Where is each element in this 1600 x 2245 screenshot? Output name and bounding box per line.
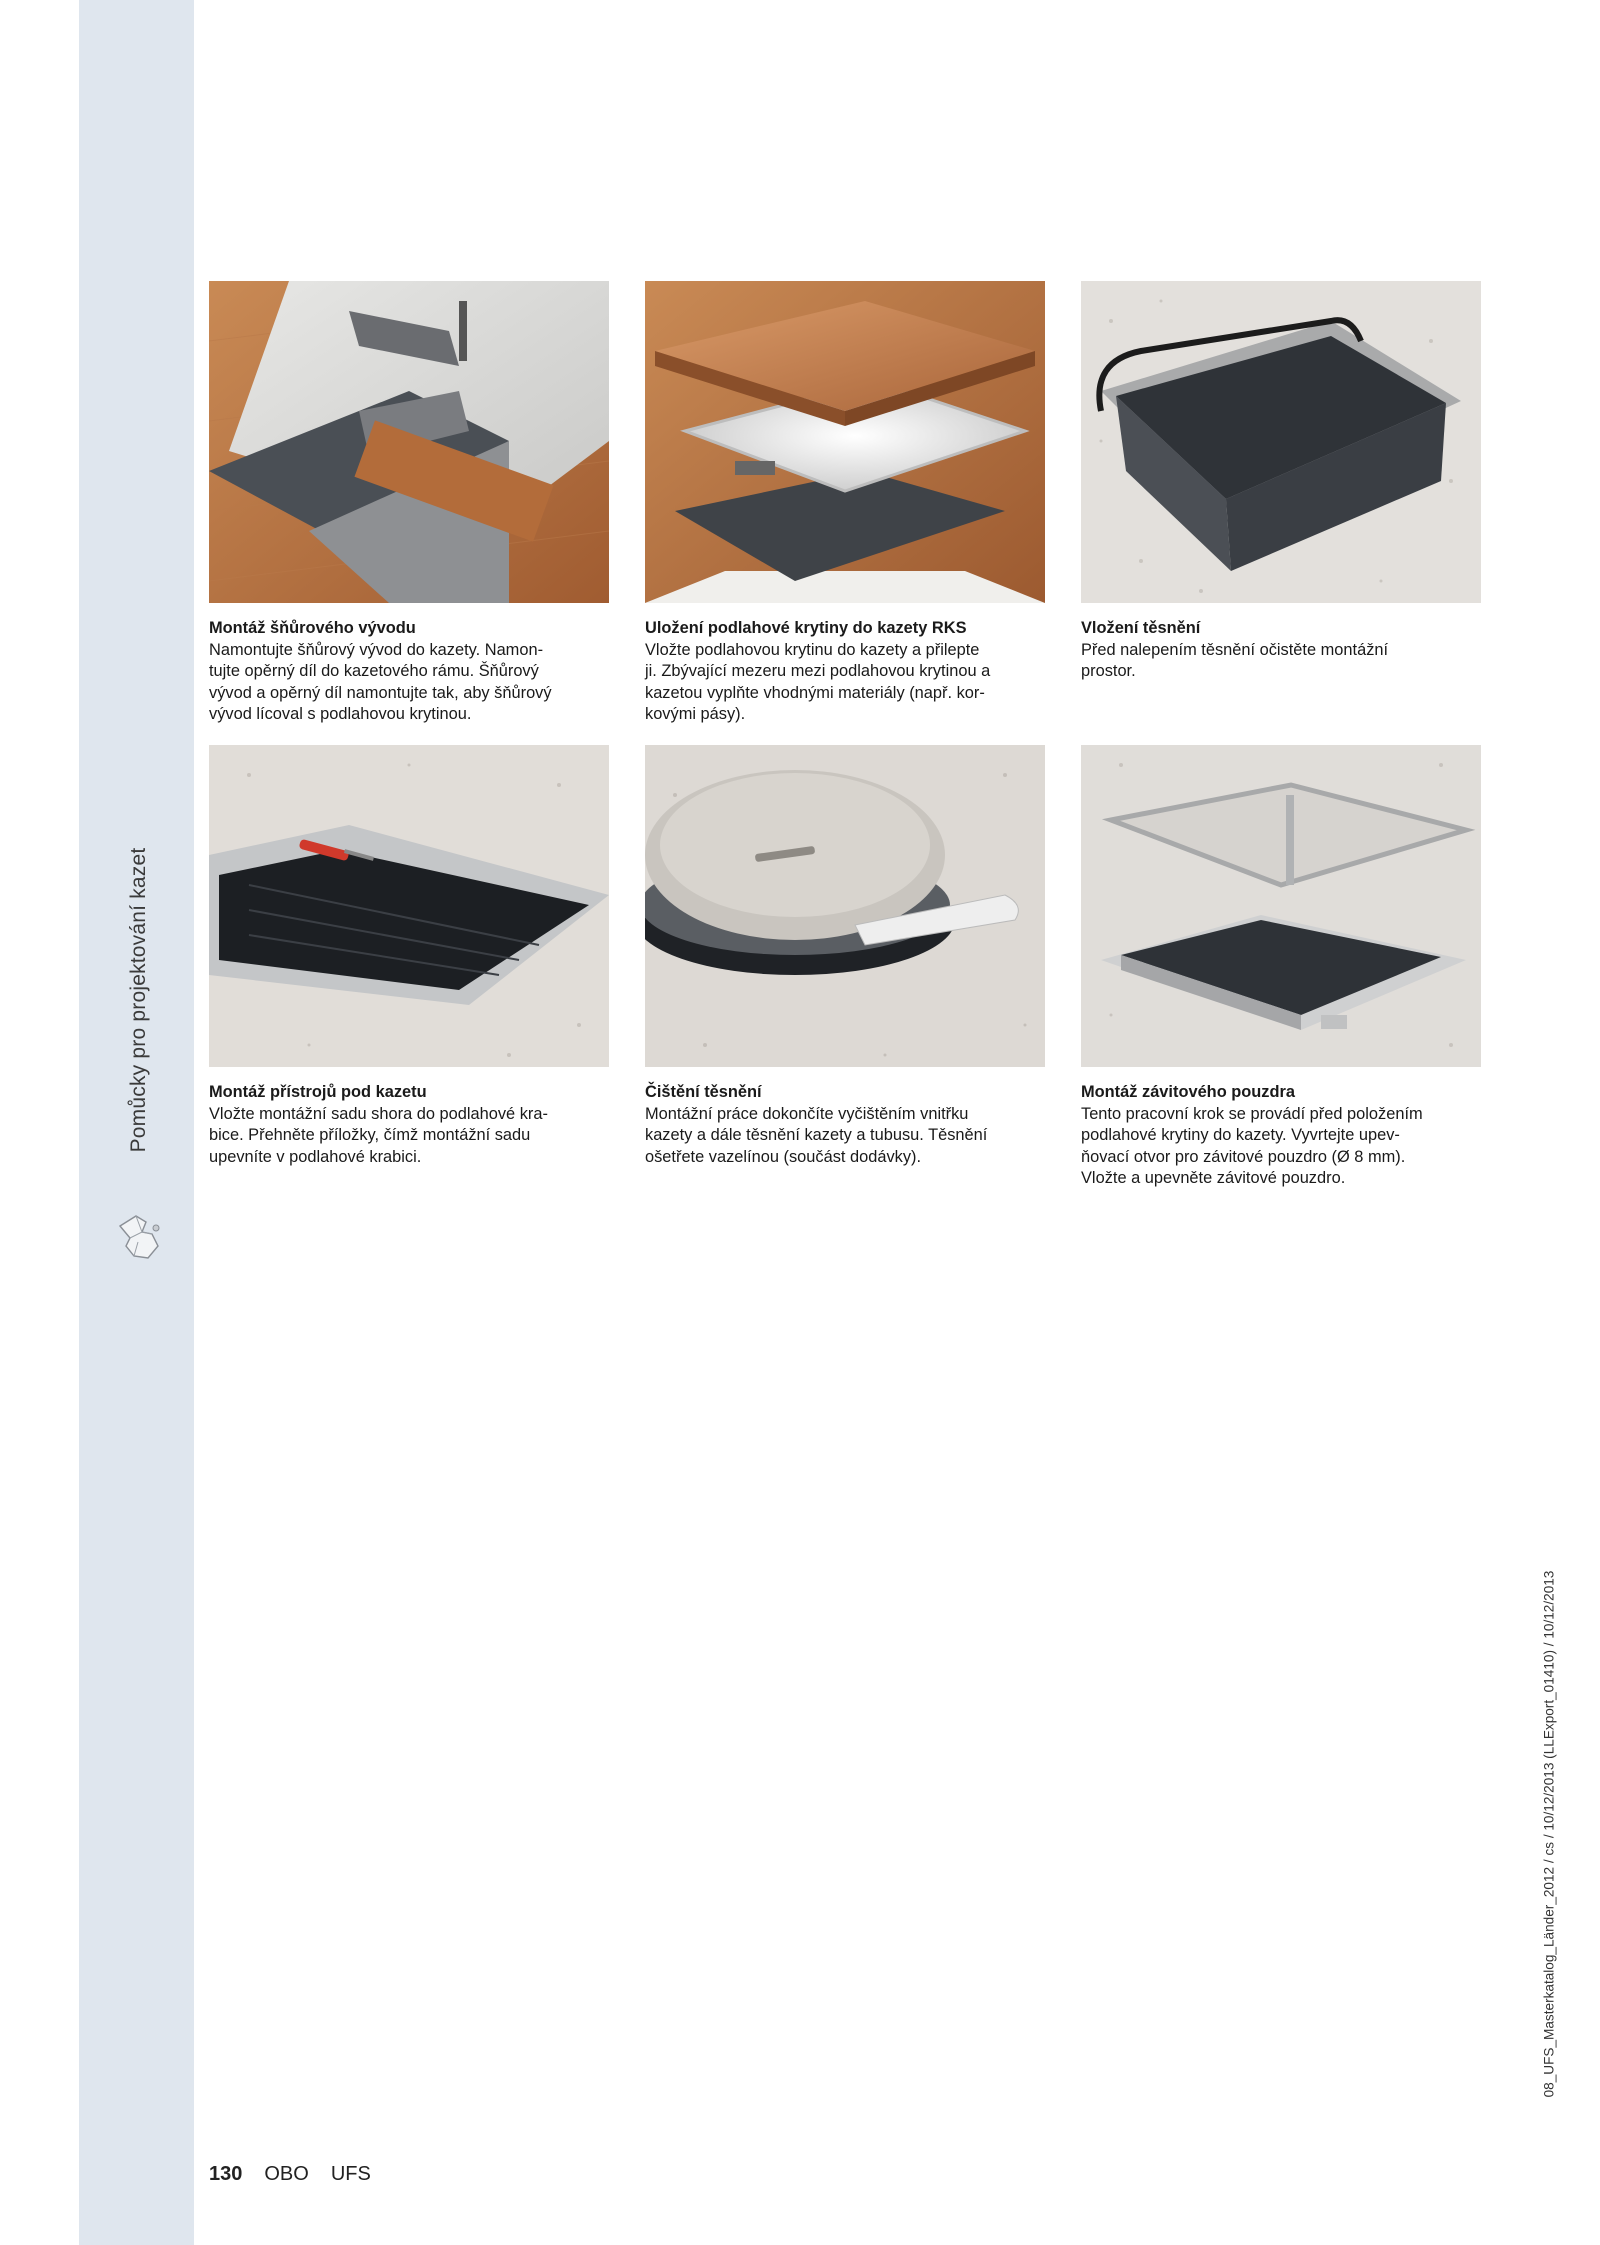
- footer-section: UFS: [330, 2163, 371, 2185]
- step-title: Montáž přístrojů pod kazetu: [209, 1083, 427, 1101]
- step-title: Montáž závitového pouzdra: [1081, 1083, 1295, 1101]
- cable-tool-icon: [112, 1212, 168, 1264]
- photo-threaded-sleeve: [1081, 745, 1481, 1067]
- page-number: 130: [209, 2163, 243, 2185]
- step-title: Čištění těsnění: [645, 1083, 762, 1101]
- step-caption: [645, 1082, 1045, 1168]
- step-caption: [1081, 1082, 1481, 1190]
- photo-seal-insert: [1081, 281, 1481, 603]
- print-meta: 08_UFS_Masterkatalog_Länder_2012 / cs / 10/12/2013 (LLExport_01410) / 10/12/2013: [1541, 1570, 1557, 2098]
- photo-cord-outlet: [209, 281, 609, 603]
- photo-device-mounting: [209, 745, 609, 1067]
- footer-brand: OBO: [264, 2163, 309, 2185]
- step-title: Vložení těsnění: [1081, 619, 1201, 637]
- step-caption: [1081, 618, 1481, 683]
- step-title: Montáž šňůrového vývodu: [209, 619, 416, 637]
- step-text: Před nalepením těsnění očistěte montážní prostor.: [1081, 640, 1389, 680]
- photo-floor-covering: [645, 281, 1045, 603]
- step-caption: [209, 618, 609, 726]
- side-section-title: Pomůcky pro projektování kazet: [127, 847, 150, 1153]
- photo-seal-cleaning: [645, 745, 1045, 1067]
- step-text: Namontujte šňůrový vývod do kazety. Namon- tujte opěrný díl do kazetového rámu. Šňůrový vývod a opěrný díl namontujte tak, aby šňůrový vývod lícoval s podlahovou krytinou.: [209, 640, 552, 723]
- step-title: Uložení podlahové krytiny do kazety RKS: [645, 619, 967, 637]
- step-text: Montážní práce dokončíte vyčištěním vnitřku kazety a dále těsnění kazety a tubusu. Těsnění ošetřete vazelínou (součást dodávky).: [645, 1104, 988, 1166]
- step-text: Vložte montážní sadu shora do podlahové kra- bice. Přehněte příložky, čímž montážní sadu upevníte v podlahové krabici.: [209, 1104, 548, 1166]
- step-caption: [209, 1082, 609, 1168]
- step-text: Vložte podlahovou krytinu do kazety a přilepte ji. Zbývající mezeru mezi podlahovou krytinou a kazetou vyplňte vhodnými materiály (např. kor- kovými pásy).: [645, 640, 991, 723]
- page-footer: [209, 2163, 371, 2186]
- step-caption: [645, 618, 1045, 726]
- step-text: Tento pracovní krok se provádí před položením podlahové krytiny do kazety. Vyvrtejte upev- ňovací otvor pro závitové pouzdro (Ø 8 mm). Vložte a upevněte závitové pouzdro.: [1081, 1104, 1423, 1187]
